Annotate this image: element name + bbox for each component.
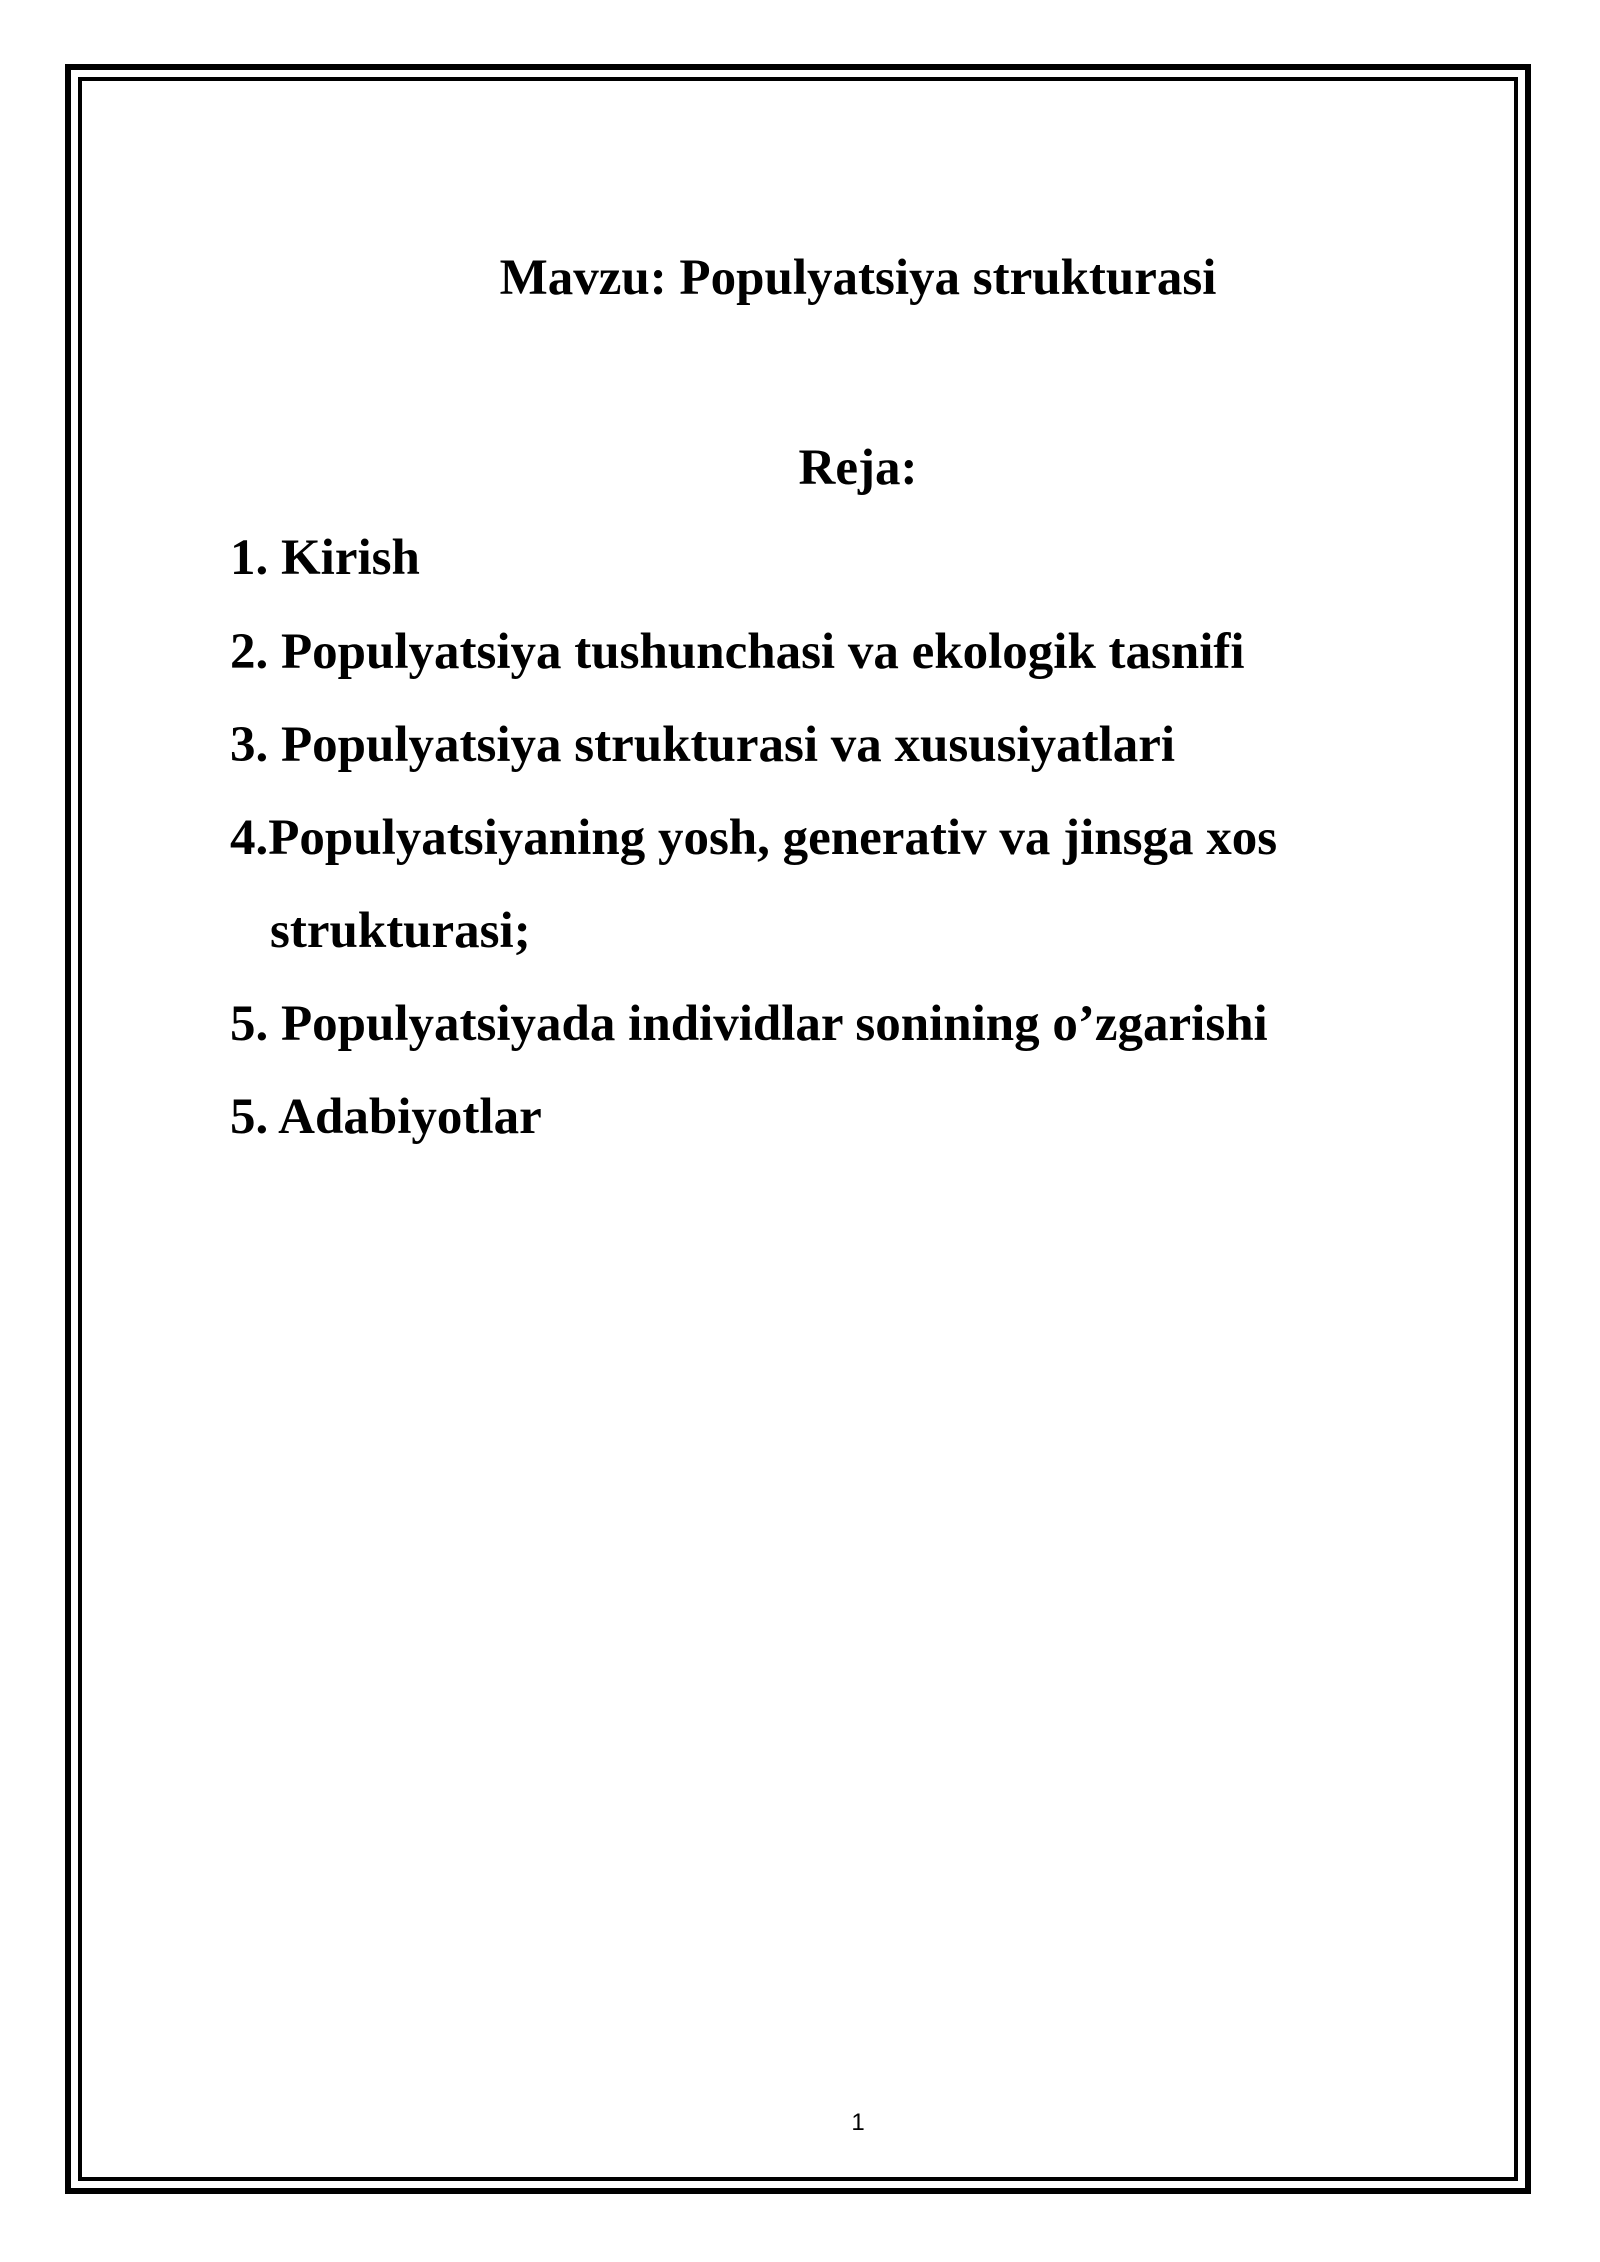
plan-item-text: Adabiyotlar xyxy=(268,1089,542,1145)
plan-item-text: Populyatsiya tushunchasi va ekologik tasnifi xyxy=(268,624,1245,680)
plan-item-2 xyxy=(230,622,1245,682)
plan-item-1 xyxy=(230,528,420,588)
plan-heading: Reja: xyxy=(798,440,918,496)
plan-item-number: 2. xyxy=(230,624,269,680)
document-title: Mavzu: Populyatsiya strukturasi xyxy=(499,250,1217,306)
plan-item-number: 5. xyxy=(230,1089,269,1145)
plan-item-4-continuation: strukturasi; xyxy=(270,903,531,959)
plan-item-4 xyxy=(230,808,1277,868)
plan-item-text: Kirish xyxy=(268,530,420,586)
plan-item-3 xyxy=(230,715,1175,775)
plan-item-5 xyxy=(230,994,1268,1054)
plan-item-number: 1. xyxy=(230,530,269,586)
plan-item-number: 5. xyxy=(230,996,269,1052)
page-number: 1 xyxy=(851,2109,865,2136)
plan-item-6 xyxy=(230,1087,542,1147)
plan-item-text: Populyatsiya strukturasi va xususiyatlari xyxy=(268,717,1176,773)
plan-item-text: Populyatsiyaning yosh, generativ va jinsga xos xyxy=(268,810,1278,866)
plan-item-number: 4. xyxy=(230,810,269,866)
plan-item-number: 3. xyxy=(230,717,269,773)
plan-item-text: Populyatsiyada individlar sonining o’zgarishi xyxy=(268,996,1268,1052)
